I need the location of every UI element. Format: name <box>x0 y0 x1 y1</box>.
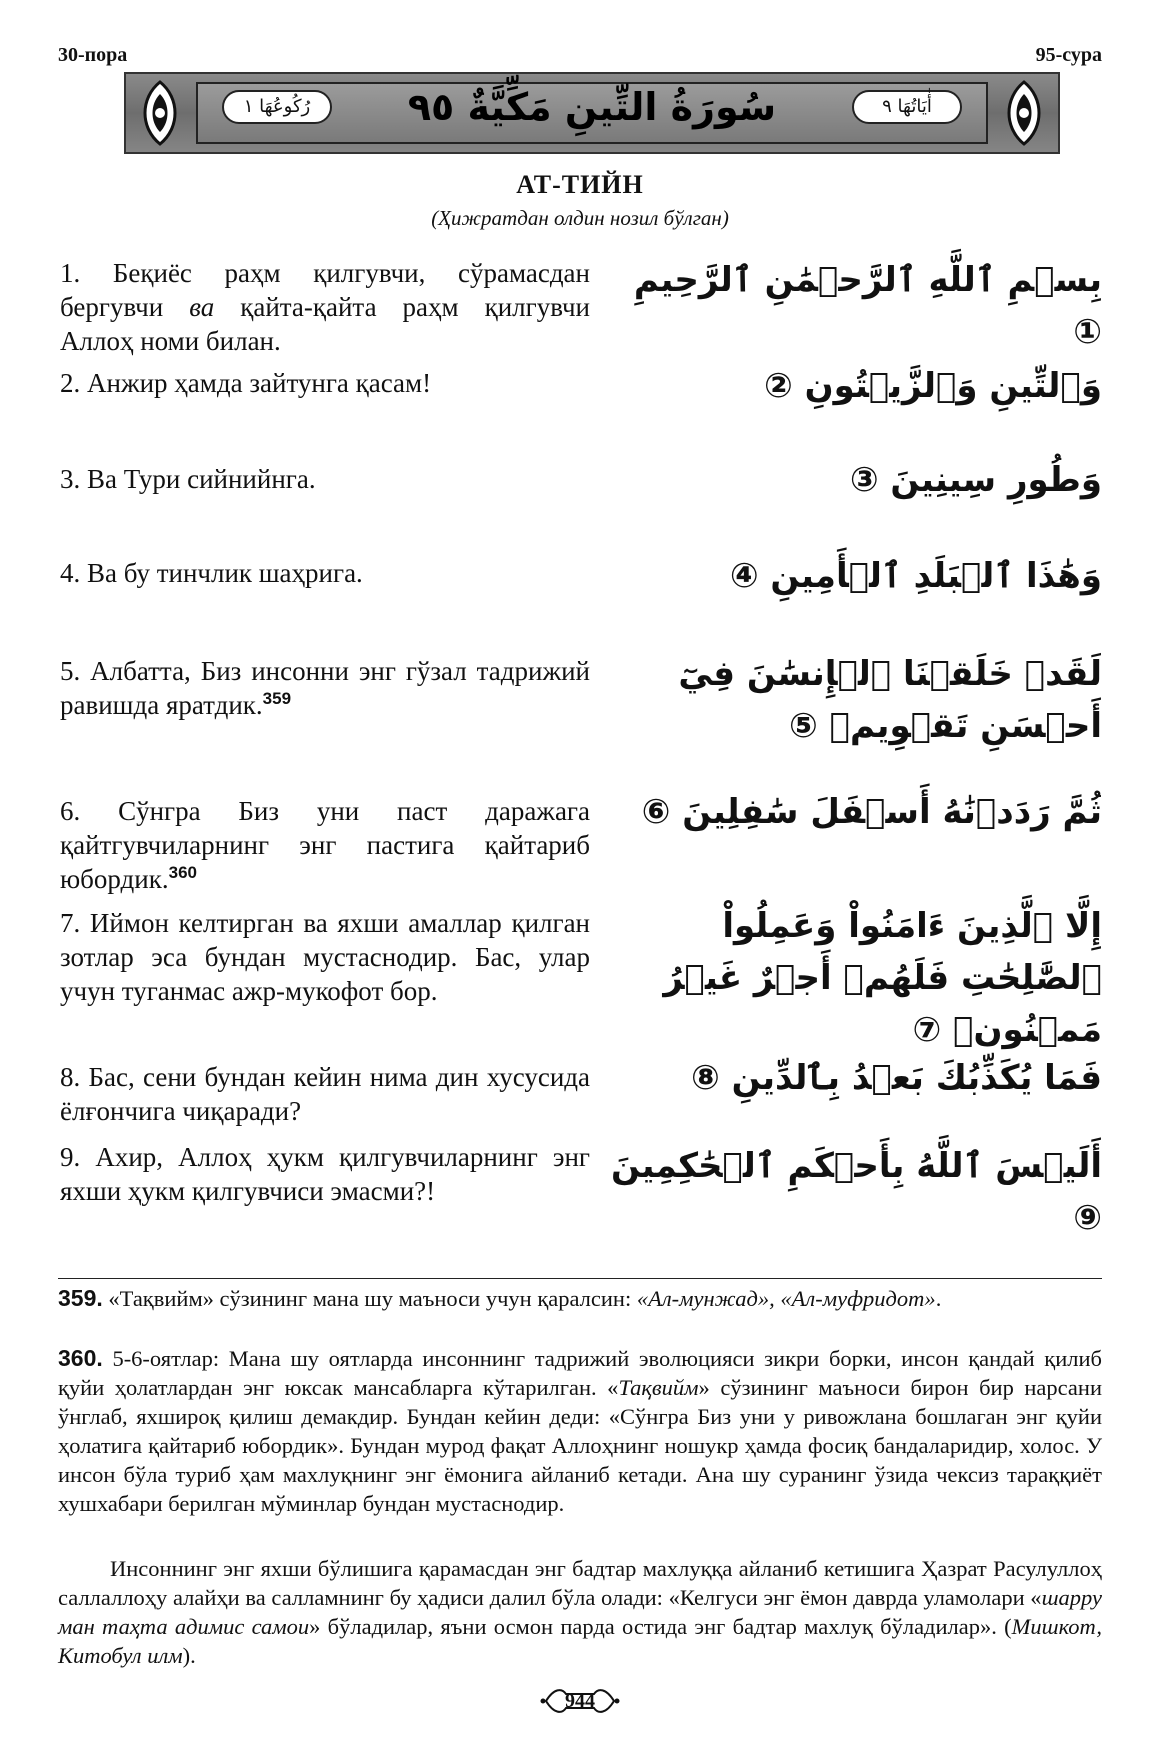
verse-translation-7: 7. Иймон келтирган ва яхши амаллар қилган зотлар эса бундан мустаснодир. Бас, улар учун туганмас ажр-мукофот бор. <box>60 908 590 1006</box>
verse-arabic-8: فَمَا يُكَذِّبُكَ بَعۡدُ بِٱلدِّينِ ⑧ <box>690 1058 1102 1098</box>
footnote-360: 360. 5-6-оятлар: Мана шу оятларда инсоннинг тадрижий эволюцияси зикри борки, инсон қандай қилиб қуйи ҳолатлардан энг юксак мансабларга кўтарилган. «Тақвийм» сўзининг маъноси бирон бир нарсани ўнглаб, яхшироқ қилиш демакдир. Бундан кейин деди: «Сўнгра Биз уни у ривожлана бошлаган энг қуйи ҳолатига қайтариб юбордик». Бундан мурод фақат Аллоҳнинг ношукр ҳамда фосиқ бандаларидир, холос. У инсон бўла туриб ҳам махлуқнинг энг ёмонига айланиб кетади. Ана шу суранинг ўзида чексиз тараққиёт хушхабари берилган мўминлар бундан мустаснодир. <box>58 1345 1103 1516</box>
verse-translation-5: 5. Албатта, Биз инсонни энг гўзал тадрижий равишда яратдик.$^{359}$ <box>60 656 590 720</box>
sura-title: АТ-ТИЙН <box>516 170 644 199</box>
verse-arabic-3: وَطُورِ سِينِينَ ③ <box>849 460 1102 500</box>
verse-arabic-9: أَلَيۡسَ ٱللَّهُ بِأَحۡكَمِ ٱلۡحَٰكِمِينَ ⑨ <box>611 1146 1102 1238</box>
verse-translation-6: 6. Сўнгра Биз уни паст даражага қайтгувчиларнинг энг пастига қайтариб юбордик.$^{360}$ <box>60 796 590 894</box>
verse-arabic-5: لَقَدۡ خَلَقۡنَا ٱلۡإِنسَٰنَ فِيٓ أَحۡسَنِ تَقۡوِيمٖ ⑤ <box>678 654 1102 746</box>
footnote-ref-360[interactable]: 360 <box>168 863 197 882</box>
verse-arabic-1: بِسۡمِ ٱللَّهِ ٱلرَّحۡمَٰنِ ٱلرَّحِيمِ ① <box>633 260 1102 352</box>
verse-translation-9: 9. Ахир, Аллоҳ ҳукм қилгувчиларнинг энг яхши ҳукм қилгувчиси эмасми?! <box>60 1142 590 1206</box>
page-number: 944 <box>540 1684 620 1718</box>
verse-arabic-7: إِلَّا ٱلَّذِينَ ءَامَنُواْ وَعَمِلُواْ ٱلصَّٰلِحَٰتِ فَلَهُمۡ أَجۡرٌ غَيۡرُ مَمۡنُونٖ ⑦ <box>663 906 1102 1050</box>
ayat-count: أٰيَاتُهَا ٩ <box>852 90 962 124</box>
footnote-number: 359. <box>58 1285 103 1311</box>
verse-arabic-2: وَٱلتِّينِ وَٱلزَّيۡتُونِ ② <box>764 366 1102 406</box>
sura-arabic-title: سُورَةُ التِّينِ مَكِّيَّةٌ ٩٥ <box>407 85 777 129</box>
verse-translation-8: 8. Бас, сени бундан кейин нима дин хусусида ёлғончига чиқаради? <box>60 1062 590 1126</box>
verse-translation-4: 4. Ва бу тинчлик шаҳрига. <box>60 558 363 588</box>
verse-translation-3: 3. Ва Тури сийнийнга. <box>60 464 316 494</box>
footnote-number: 360. <box>58 1345 103 1371</box>
verse-arabic-4: وَهَٰذَا ٱلۡبَلَدِ ٱلۡأَمِينِ ④ <box>729 556 1102 596</box>
verse-arabic-6: ثُمَّ رَدَدۡنَٰهُ أَسۡفَلَ سَٰفِلِينَ ⑥ <box>641 792 1102 832</box>
commentary-paragraph: Инсоннинг энг яхши бўлишига қарамасдан энг бадтар махлуққа айланиб кетишига Ҳазрат Расулуллоҳ саллаллоҳу алайҳи ва салламнинг бу ҳадиси далил бўла олади: «Келгуси энг ёмон даврда уламолари «шарру ман таҳта адимис самои» бўладилар, яъни осмон парда остида энг бадтар махлуқ бўладилар». (Мишкот, Китобул илм). <box>58 1556 1102 1668</box>
ruku-count: رُكُوعُهَا ١ <box>222 90 332 124</box>
ornament-right-icon <box>994 78 1054 148</box>
verse-translation-2: 2. Анжир ҳамда зайтунга қасам! <box>60 368 432 398</box>
footnote-ref-359[interactable]: 359 <box>262 689 292 708</box>
footnote-359: 359. «Тақвийм» сўзининг мана шу маъноси учун қаралсин: «Ал-мунжад», «Ал-муфридот». <box>58 1285 942 1311</box>
running-head-juz: 30-пора <box>58 44 128 66</box>
ornament-left-icon <box>130 78 190 148</box>
sura-banner <box>124 72 1060 154</box>
verse-translation-1: 1. Беқиёс раҳм қилгувчи, сўрамасдан бергувчи ва қайта-қайта раҳм қилгувчи Аллоҳ номи билан. <box>60 258 590 356</box>
running-head-sura: 95-сура <box>1035 44 1102 66</box>
footnote-divider <box>58 1278 1102 1279</box>
sura-subtitle: (Ҳижратдан олдин нозил бўлган) <box>431 206 729 230</box>
